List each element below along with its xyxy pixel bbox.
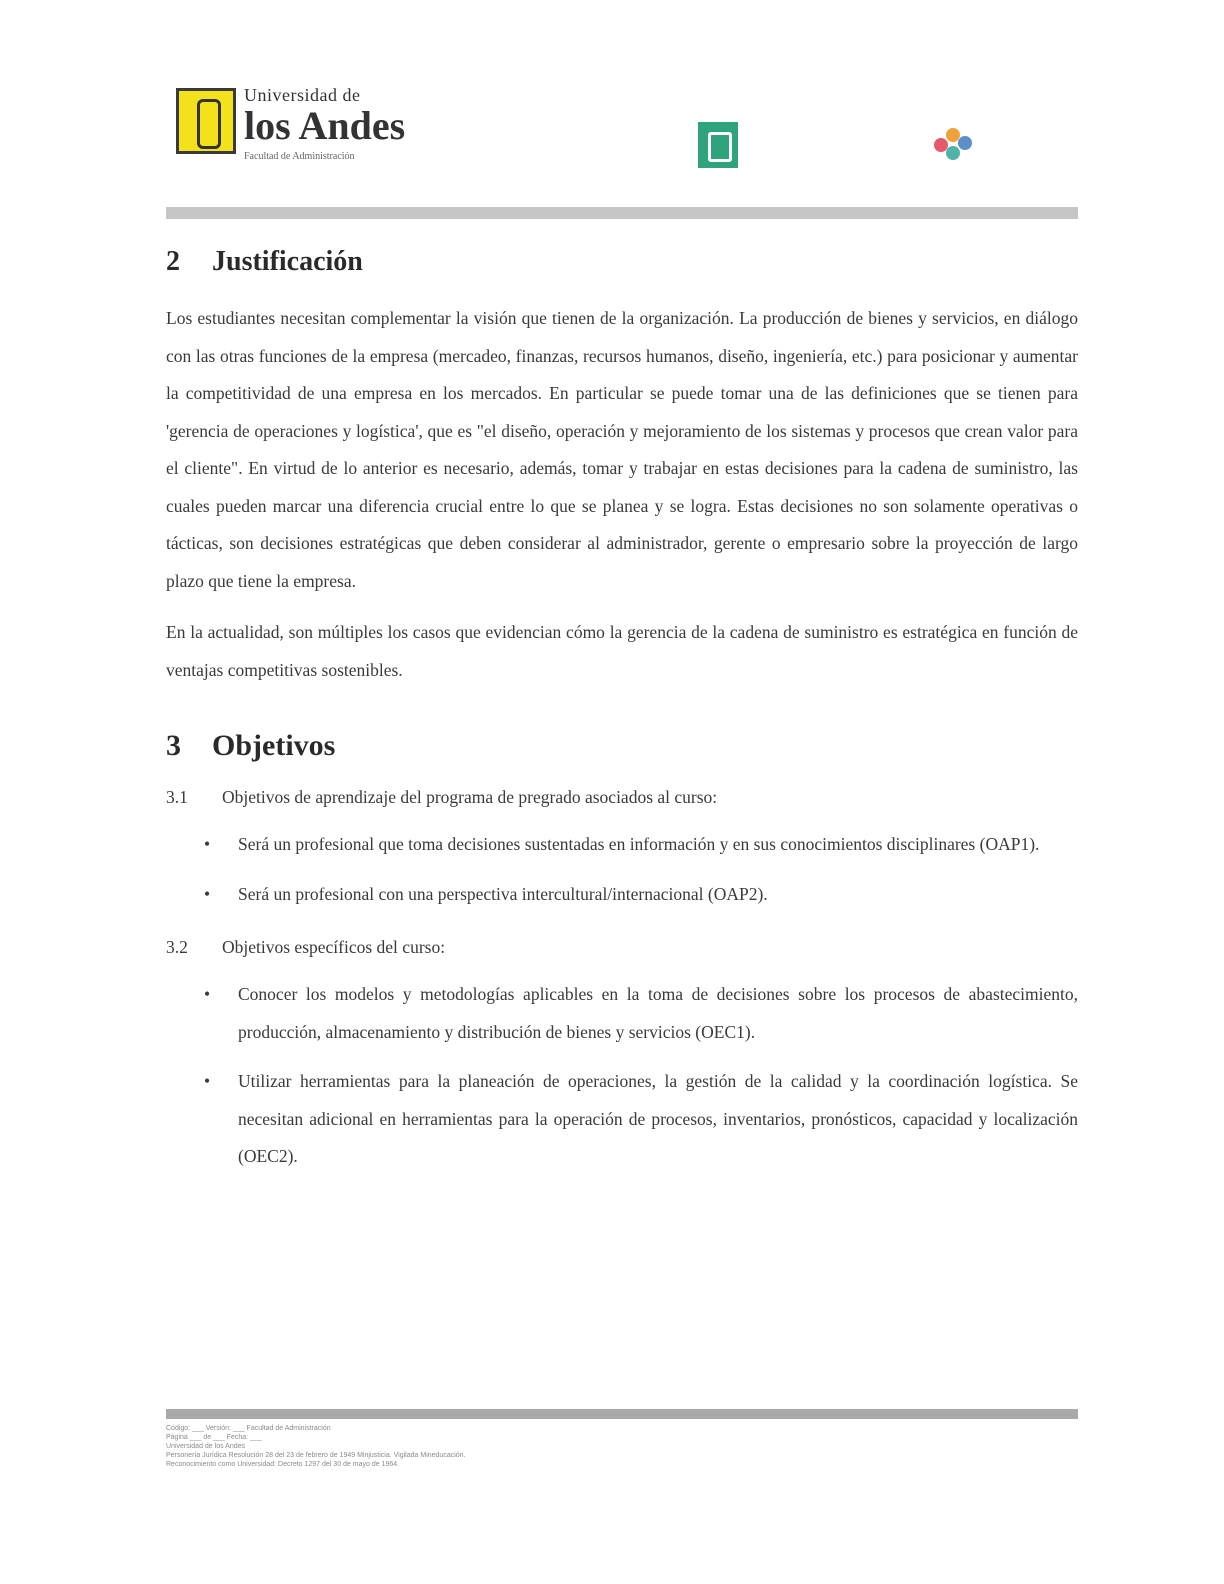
footer-line: Universidad de los Andes: [166, 1443, 245, 1450]
university-wordmark: [244, 86, 405, 162]
university-faculty: Facultad de Administración: [244, 151, 355, 162]
university-logo: [176, 86, 408, 172]
section-title: Justificación: [212, 246, 363, 277]
university-shield-icon: [176, 88, 236, 154]
bullet-icon: •: [204, 834, 211, 854]
partner-multicolor-icon: [934, 128, 980, 164]
subsection-title: Objetivos de aprendizaje del programa de pregrado asociados al curso:: [222, 787, 718, 807]
bullet-icon: •: [204, 883, 211, 904]
section-number: 3: [166, 729, 181, 762]
list-item: [166, 1063, 1078, 1176]
footer-divider: [166, 1409, 1078, 1419]
bullet-icon: •: [204, 1071, 211, 1091]
bullet-list: [166, 826, 1078, 913]
list-item-text: Conocer los modelos y metodologías aplicables en la toma de decisiones sobre los procesos de abastecimiento, producción, almacenamiento y distribución de bienes y servicios (OEC1).: [238, 984, 1078, 1042]
section-title: Objetivos: [212, 729, 336, 762]
partner-green-icon: [698, 122, 738, 168]
list-item: [166, 976, 1078, 1051]
paragraph: Los estudiantes necesitan complementar la visión que tienen de la organización. La producción de bienes y servicios, en diálogo con las otras funciones de la empresa (mercadeo, finanzas, recursos humanos, diseño, ingeniería, etc.) para posicionar y aumentar la competitividad de una empresa en los mercados. En particular se puede tomar una de las definiciones que se tienen para 'gerencia de operaciones y logística', que es "el diseño, operación y mejoramiento de los sistemas y procesos que crean valor para el cliente". En virtud de lo anterior es necesario, además, tomar y trabajar en estas decisiones para la cadena de suministro, las cuales pueden marcar una diferencia crucial entre lo que se planea y se logra. Estas decisiones no son solamente operativas o tácticas, son decisiones estratégicas que deben considerar al administrador, gerente o empresario sobre la proyección de largo plazo que tiene la empresa.: [166, 308, 1078, 591]
footer-line: Personería Jurídica Resolución 28 del 23 de febrero de 1949 Minjusticia. Vigilada Mineducación.: [166, 1452, 466, 1459]
list-item-text: Será un profesional que toma decisiones sustentadas en información y en sus conocimientos disciplinares (OAP1).: [238, 834, 1040, 854]
subsection-number: 3.1: [166, 787, 188, 807]
section-number: 2: [166, 246, 180, 277]
subsection-heading: [166, 779, 1078, 816]
list-item-text: Utilizar herramientas para la planeación de operaciones, la gestión de la calidad y la coordinación logística. Se necesitan adicional en herramientas para la operación de procesos, inventarios, pronósticos, capacidad y localización (OEC2).: [238, 1071, 1078, 1166]
section-heading-objetivos: [166, 729, 1078, 763]
subsection-number: 3.2: [166, 937, 188, 957]
subsection-title: Objetivos específicos del curso:: [222, 937, 446, 957]
list-item: [166, 826, 1078, 864]
footer: [166, 1424, 1078, 1469]
partner-logo-red: [840, 124, 912, 166]
partner-logo-multicolor: [934, 124, 1074, 168]
subsection-heading: [166, 929, 1078, 966]
footer-line: Página ___ de ___ Fecha: ___: [166, 1434, 262, 1441]
university-name-main: los Andes: [244, 103, 406, 148]
list-item: [166, 876, 1078, 914]
university-name-top: Universidad de: [244, 85, 361, 105]
section-heading-justificacion: [166, 246, 1078, 278]
footer-line: Reconocimiento como Universidad: Decreto 1297 del 30 de mayo de 1964.: [166, 1461, 400, 1468]
bullet-icon: •: [204, 984, 211, 1004]
bullet-list: [166, 976, 1078, 1176]
partner-logo-green: [698, 122, 818, 168]
footer-line: Código: ___ Versión: ___ Facultad de Administración: [166, 1425, 331, 1432]
accreditation-logo: [440, 128, 550, 168]
paragraph: En la actualidad, son múltiples los casos que evidencian cómo la gerencia de la cadena de suministro es estratégica en función de ventajas competitivas sostenibles.: [166, 622, 1078, 680]
header-divider: [166, 207, 1078, 219]
list-item-text: Será un profesional con una perspectiva intercultural/internacional (OAP2).: [238, 883, 768, 904]
document-body: [166, 240, 1078, 1188]
